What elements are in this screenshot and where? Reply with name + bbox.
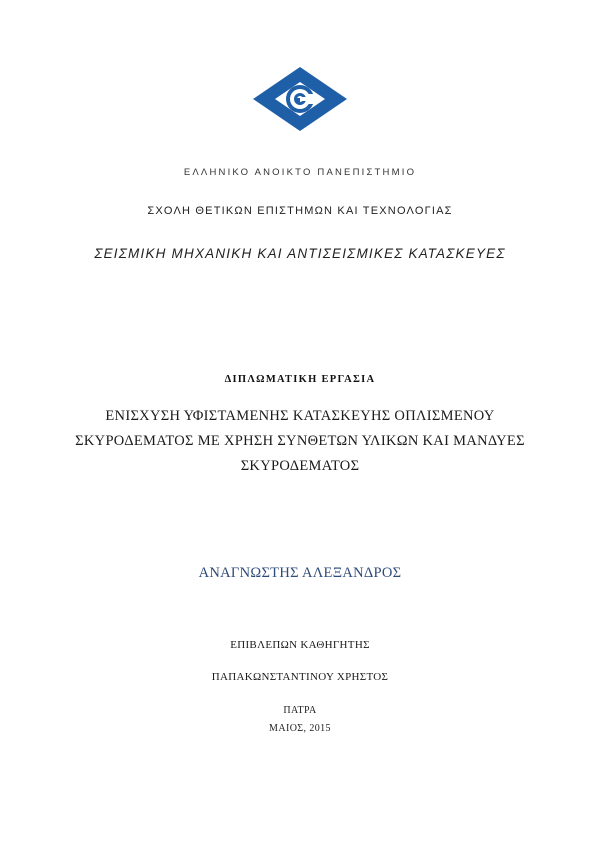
author-name: ΑΝΑΓΝΩΣΤΗΣ ΑΛΕΞΑΝΔΡΟΣ xyxy=(198,565,402,581)
university-name: ΕΛΛΗΝΙΚΟ ΑΝΟΙΚΤΟ ΠΑΝΕΠΙΣΤΗΜΙΟ xyxy=(183,167,417,178)
city: ΠΑΤΡΑ xyxy=(283,705,317,716)
thesis-title-line: ΣΚΥΡΟΔΕΜΑΤΟΣ ΜΕ ΧΡΗΣΗ ΣΥΝΘΕΤΩΝ ΥΛΙΚΩΝ ΚΑΙ ΜΑΝΔΥΕΣ xyxy=(75,433,525,449)
supervisor-name: ΠΑΠΑΚΩΝΣΤΑΝΤΙΝΟΥ ΧΡΗΣΤΟΣ xyxy=(211,671,389,683)
program-name: ΣΕΙΣΜΙΚΗ ΜΗΧΑΝΙΚΗ ΚΑΙ ΑΝΤΙΣΕΙΣΜΙΚΕΣ ΚΑΤΑΣΚΕΥΕΣ xyxy=(94,246,506,261)
university-logo-icon xyxy=(253,67,347,131)
document-type: ΔΙΠΛΩΜΑΤΙΚΗ ΕΡΓΑΣΙΑ xyxy=(224,374,376,385)
supervisor-label: ΕΠΙΒΛΕΠΩΝ ΚΑΘΗΓΗΤΗΣ xyxy=(230,639,370,651)
thesis-title-line: ΣΚΥΡΟΔΕΜΑΤΟΣ xyxy=(240,458,360,474)
date: ΜΑΙΟΣ, 2015 xyxy=(269,723,331,734)
school-name: ΣΧΟΛΗ ΘΕΤΙΚΩΝ ΕΠΙΣΤΗΜΩΝ ΚΑΙ ΤΕΧΝΟΛΟΓΙΑΣ xyxy=(147,205,453,217)
thesis-title-line: ΕΝΙΣΧΥΣΗ ΥΦΙΣΤΑΜΕΝΗΣ ΚΑΤΑΣΚΕΥΗΣ ΟΠΛΙΣΜΕΝΟΥ xyxy=(105,408,495,424)
